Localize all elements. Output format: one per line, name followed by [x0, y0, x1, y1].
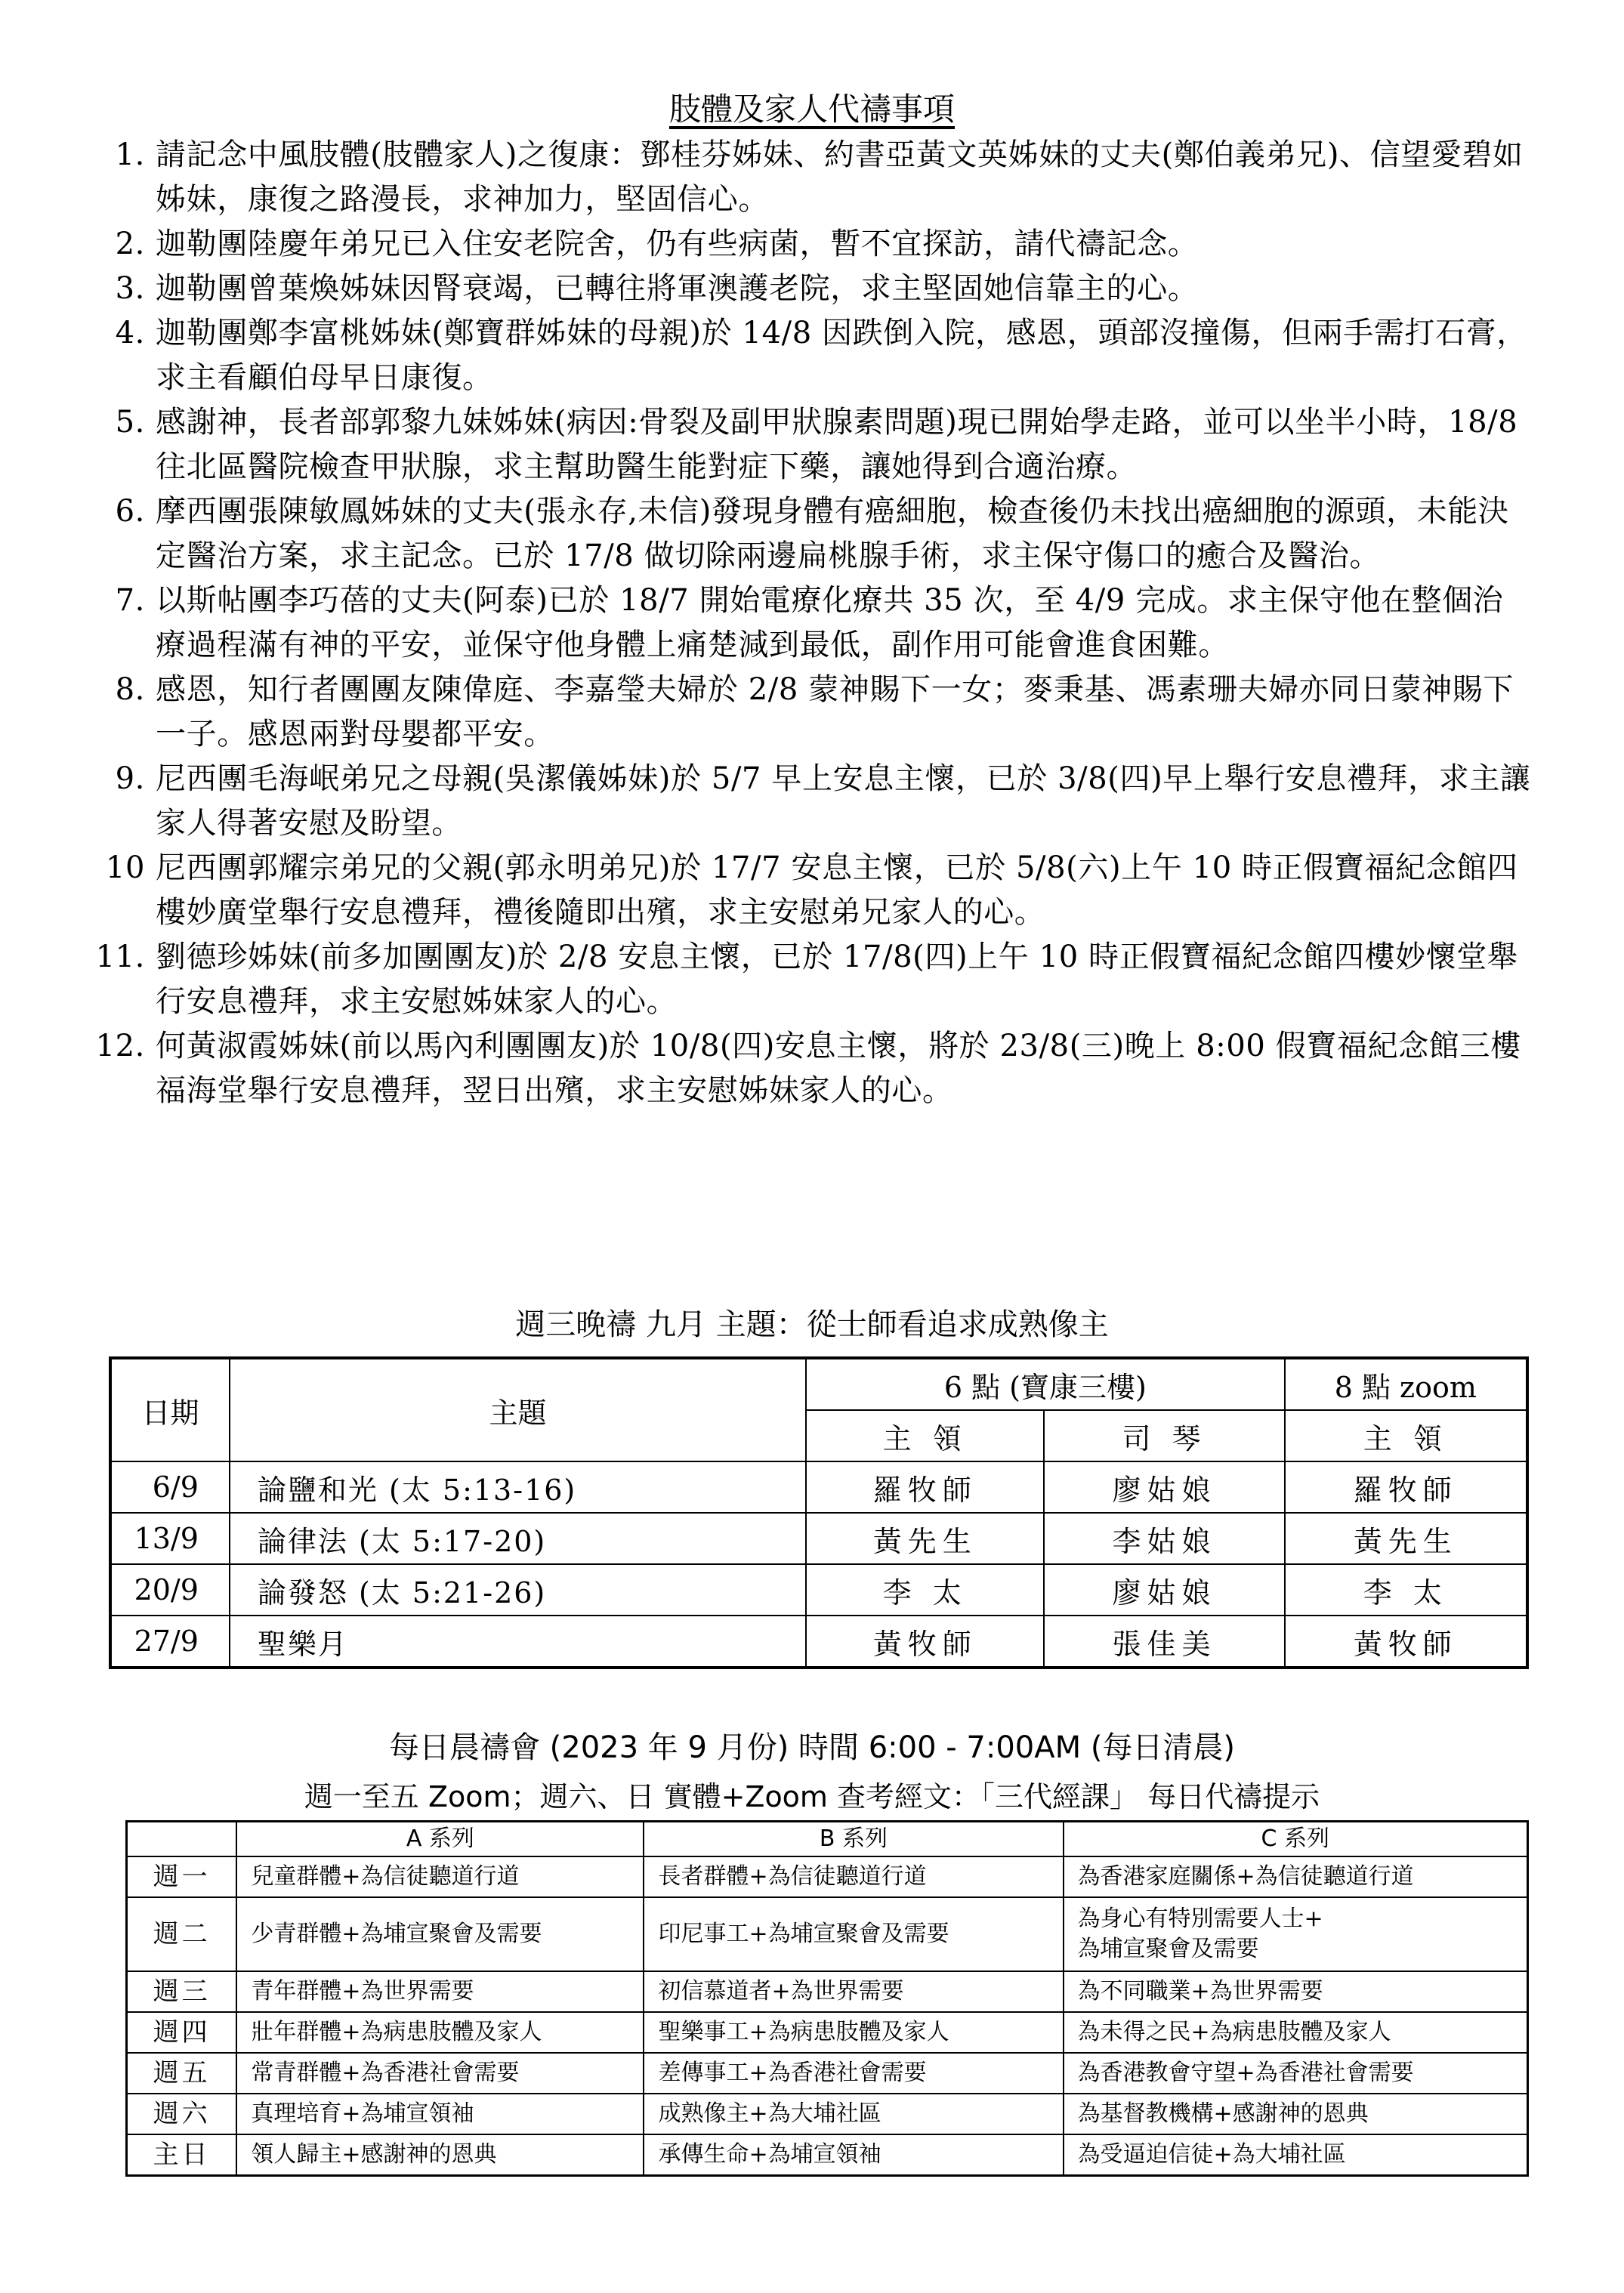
cell-topic: 聖樂月 — [230, 1616, 806, 1668]
cell-series-a: 青年群體+為世界需要 — [236, 1971, 644, 2012]
prayer-item-number: 1. — [115, 137, 145, 172]
header-lead-6pm: 主 領 — [806, 1410, 1044, 1461]
prayer-item-number: 4. — [115, 316, 145, 350]
cell-series-b: 差傳事工+為香港社會需要 — [644, 2053, 1063, 2094]
prayer-item — [83, 311, 1533, 400]
prayer-item-text: 迦勒團鄭李富桃姊妹(鄭寶群姊妹的母親)於 14/8 因跌倒入院，感恩，頭部沒撞傷，但兩手需打石膏，求主看顧伯母早日康復。 — [156, 316, 1527, 395]
wednesday-title: 週三晚禱 九月 主題：從士師看追求成熟像主 — [515, 1307, 1109, 1342]
cell-topic: 論發怒 (太 5:21-26) — [230, 1564, 806, 1616]
prayer-item-number: 8. — [115, 672, 145, 707]
table-row — [127, 1897, 1528, 1971]
cell-series-a: 領人歸主+感謝神的恩典 — [236, 2134, 644, 2176]
prayer-item-text: 何黃淑霞姊妹(前以馬內利團團友)於 10/8(四)安息主懷，將於 23/8(三)晚上 8:00 假寶福紀念館三樓福海堂舉行安息禮拜，翌日出殯，求主安慰姊妹家人的心。 — [156, 1029, 1521, 1108]
cell-lead: 李 太 — [806, 1564, 1044, 1616]
cell-series-c: 為香港教會守望+為香港社會需要 — [1064, 2053, 1528, 2094]
cell-series-a: 壯年群體+為病患肢體及家人 — [236, 2012, 644, 2053]
table-row — [110, 1513, 1527, 1564]
prayer-item-text: 摩西團張陳敏鳳姊妹的丈夫(張永存,未信)發現身體有癌細胞，檢查後仍未找出癌細胞的源頭，未能決定醫治方案，求主記念。已於 17/8 做切除兩邊扁桃腺手術，求主保守傷口的癒合及醫治。 — [156, 494, 1509, 573]
cell-series-b: 長者群體+為信徒聽道行道 — [644, 1856, 1063, 1897]
table-row — [127, 1856, 1528, 1897]
cell-topic: 論鹽和光 (太 5:13-16) — [230, 1461, 806, 1513]
cell-series-b: 承傳生命+為埔宣領袖 — [644, 2134, 1063, 2176]
cell-lead-zoom: 黃先生 — [1285, 1513, 1527, 1564]
prayer-item-number: 10 — [105, 850, 145, 885]
cell-date: 20/9 — [110, 1564, 230, 1616]
header-blank — [127, 1822, 237, 1857]
cell-date: 13/9 — [110, 1513, 230, 1564]
header-lead-zoom: 主 領 — [1285, 1410, 1527, 1461]
cell-day: 週三 — [127, 1971, 237, 2012]
table-header-row — [110, 1358, 1527, 1410]
cell-series-c: 為不同職業+為世界需要 — [1064, 1971, 1528, 2012]
cell-lead-zoom: 黃牧師 — [1285, 1616, 1527, 1668]
prayer-item-text: 迦勒團曾葉煥姊妹因腎衰竭，已轉往將軍澳護老院，求主堅固她信靠主的心。 — [156, 271, 1199, 306]
prayer-item — [83, 267, 1533, 311]
cell-series-b: 印尼事工+為埔宣聚會及需要 — [644, 1897, 1063, 1971]
cell-day: 週二 — [127, 1897, 237, 1971]
cell-date: 27/9 — [110, 1616, 230, 1668]
header-piano: 司 琴 — [1044, 1410, 1284, 1461]
table-row — [127, 2094, 1528, 2134]
cell-series-b: 初信慕道者+為世界需要 — [644, 1971, 1063, 2012]
prayer-item-text: 尼西團郭耀宗弟兄的父親(郭永明弟兄)於 17/7 安息主懷，已於 5/8(六)上午 10 時正假寶福紀念館四樓妙廣堂舉行安息禮拜，禮後隨即出殯，求主安慰弟兄家人的心。 — [156, 850, 1518, 930]
cell-day: 週六 — [127, 2094, 237, 2134]
prayer-item-text: 感恩，知行者團團友陳偉庭、李嘉瑩夫婦於 2/8 蒙神賜下一女；麥秉基、馮素珊夫婦亦同日蒙神賜下一子。感恩兩對母嬰都平安。 — [156, 672, 1514, 751]
prayer-item-number: 9. — [115, 761, 145, 796]
prayer-item-text: 感謝神，長者部郭黎九妹姊妹(病因:骨裂及副甲狀腺素問題)現已開始學走路，並可以坐半小時，18/8 往北區醫院檢查甲狀腺，求主幫助醫生能對症下藥，讓她得到合適治療。 — [156, 405, 1518, 484]
cell-topic: 論律法 (太 5:17-20) — [230, 1513, 806, 1564]
cell-lead-zoom: 李 太 — [1285, 1564, 1527, 1616]
prayer-item — [83, 846, 1533, 935]
header-topic: 主題 — [230, 1358, 806, 1461]
cell-day: 主日 — [127, 2134, 237, 2176]
prayer-item-number: 7. — [115, 583, 145, 618]
prayer-item — [83, 757, 1533, 846]
header-group-6pm: 6 點 (寶康三樓) — [806, 1358, 1285, 1410]
prayer-item-number: 2. — [115, 227, 145, 261]
cell-series-b: 聖樂事工+為病患肢體及家人 — [644, 2012, 1063, 2053]
table-row — [127, 2134, 1528, 2176]
cell-day: 週四 — [127, 2012, 237, 2053]
prayer-item — [83, 1024, 1533, 1113]
prayer-item-number: 3. — [115, 271, 145, 306]
prayer-item-number: 11. — [95, 940, 145, 974]
prayer-item — [83, 400, 1533, 489]
prayer-item — [83, 489, 1533, 579]
cell-piano: 李姑娘 — [1044, 1513, 1284, 1564]
prayer-item-number: 6. — [115, 494, 145, 529]
cell-series-c: 為香港家庭關係+為信徒聽道行道 — [1064, 1856, 1528, 1897]
prayer-item — [83, 133, 1533, 222]
prayer-item — [83, 579, 1533, 668]
table-row — [127, 1971, 1528, 2012]
header-group-zoom: 8 點 zoom — [1285, 1358, 1527, 1410]
cell-series-c: 為受逼迫信徒+為大埔社區 — [1064, 2134, 1528, 2176]
cell-lead-zoom: 羅牧師 — [1285, 1461, 1527, 1513]
table-row — [127, 2053, 1528, 2094]
table-header-row — [127, 1822, 1528, 1857]
cell-lead: 羅牧師 — [806, 1461, 1044, 1513]
prayer-item-text: 迦勒團陸慶年弟兄已入住安老院舍，仍有些病菌，暫不宜探訪，請代禱記念。 — [156, 227, 1199, 261]
cell-lead: 黃牧師 — [806, 1616, 1044, 1668]
prayer-section-title: 肢體及家人代禱事項 — [668, 91, 955, 128]
prayer-item-number: 5. — [115, 405, 145, 440]
cell-date: 6/9 — [110, 1461, 230, 1513]
cell-piano: 張佳美 — [1044, 1616, 1284, 1668]
morning-prayer-table — [125, 1820, 1529, 2177]
prayer-list — [83, 133, 1533, 1113]
table-row — [110, 1616, 1527, 1668]
cell-series-c: 為身心有特別需要人士+ 為埔宣聚會及需要 — [1064, 1897, 1528, 1971]
table-row — [127, 2012, 1528, 2053]
prayer-item — [83, 668, 1533, 757]
cell-series-c: 為基督教機構+感謝神的恩典 — [1064, 2094, 1528, 2134]
morning-prayer-title: 每日晨禱會 (2023 年 9 月份) 時間 6:00 - 7:00AM (每日清晨) — [388, 1730, 1236, 1765]
header-date: 日期 — [110, 1358, 230, 1461]
prayer-item — [83, 935, 1533, 1024]
prayer-item-text: 請記念中風肢體(肢體家人)之復康：鄧桂芬姊妹、約書亞黃文英姊妹的丈夫(鄭伯義弟兄)、信望愛碧如姊妹，康復之路漫長，求神加力，堅固信心。 — [156, 137, 1524, 217]
cell-series-b: 成熟像主+為大埔社區 — [644, 2094, 1063, 2134]
cell-lead: 黃先生 — [806, 1513, 1044, 1564]
morning-prayer-subtitle: 週一至五 Zoom；週六、日 實體+Zoom 查考經文：「三代經課」 每日代禱提示 — [304, 1780, 1320, 1813]
wednesday-schedule-table — [109, 1356, 1529, 1669]
table-row — [110, 1461, 1527, 1513]
prayer-item-text: 以斯帖團李巧蓓的丈夫(阿泰)已於 18/7 開始電療化療共 35 次，至 4/9 完成。求主保守他在整個治療過程滿有神的平安，並保守他身體上痛楚減到最低，副作用可能會進食困難。 — [156, 583, 1504, 662]
prayer-item-number: 12. — [95, 1029, 145, 1063]
prayer-item-text: 尼西團毛海岷弟兄之母親(吳潔儀姊妹)於 5/7 早上安息主懷，已於 3/8(四)早上舉行安息禮拜，求主讓家人得著安慰及盼望。 — [156, 761, 1531, 841]
header-series-a: A 系列 — [236, 1822, 644, 1857]
prayer-item — [83, 222, 1533, 267]
header-series-c: C 系列 — [1064, 1822, 1528, 1857]
cell-series-a: 常青群體+為香港社會需要 — [236, 2053, 644, 2094]
cell-series-a: 兒童群體+為信徒聽道行道 — [236, 1856, 644, 1897]
table-row — [110, 1564, 1527, 1616]
header-series-b: B 系列 — [644, 1822, 1063, 1857]
cell-day: 週一 — [127, 1856, 237, 1897]
cell-piano: 廖姑娘 — [1044, 1564, 1284, 1616]
cell-day: 週五 — [127, 2053, 237, 2094]
cell-series-a: 少青群體+為埔宣聚會及需要 — [236, 1897, 644, 1971]
cell-series-c: 為未得之民+為病患肢體及家人 — [1064, 2012, 1528, 2053]
cell-series-a: 真理培育+為埔宣領袖 — [236, 2094, 644, 2134]
cell-piano: 廖姑娘 — [1044, 1461, 1284, 1513]
prayer-item-text: 劉德珍姊妹(前多加團團友)於 2/8 安息主懷，已於 17/8(四)上午 10 時正假寶福紀念館四樓妙懷堂舉行安息禮拜，求主安慰姊妹家人的心。 — [156, 940, 1518, 1019]
